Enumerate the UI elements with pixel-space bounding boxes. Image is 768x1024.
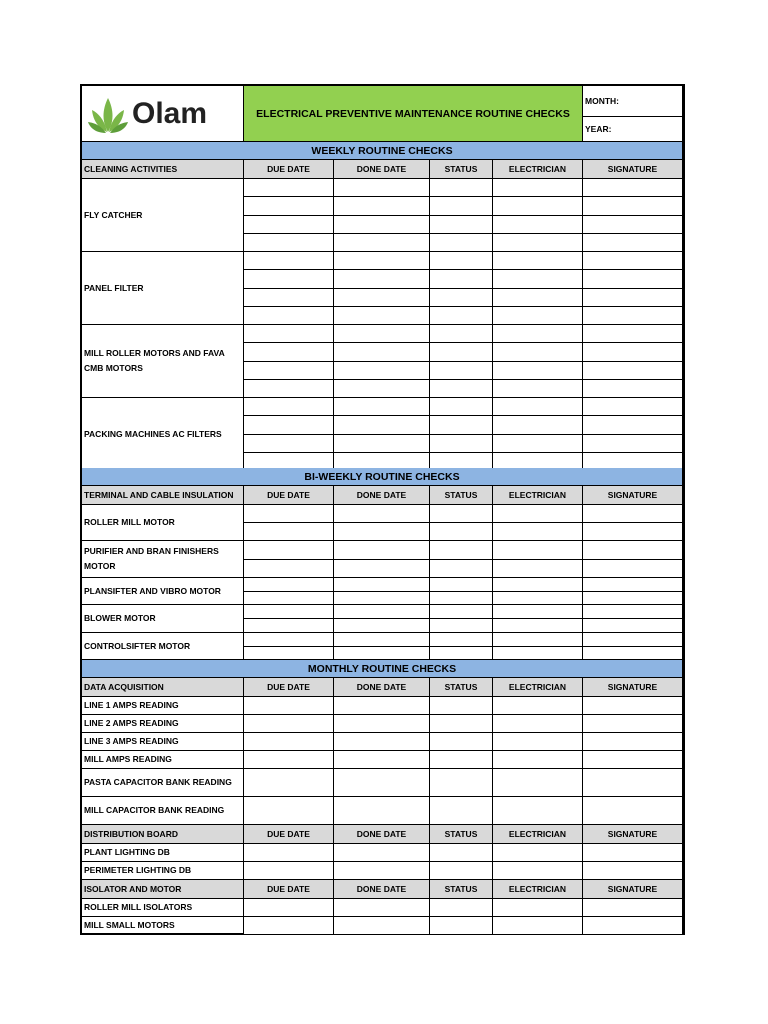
- olam-leaf-icon: [88, 92, 128, 136]
- entry-cell[interactable]: [430, 715, 493, 733]
- entry-cell[interactable]: [493, 578, 583, 592]
- entry-cell[interactable]: [244, 289, 334, 307]
- group-cleaning-activities: CLEANING ACTIVITIES: [82, 160, 244, 179]
- year-field[interactable]: YEAR:: [583, 117, 683, 142]
- entry-cell[interactable]: [334, 362, 430, 380]
- entry-cell[interactable]: [244, 541, 334, 560]
- entry-cell[interactable]: [493, 844, 583, 862]
- checklist-item: ROLLER MILL ISOLATORS: [82, 899, 244, 917]
- page-title: ELECTRICAL PREVENTIVE MAINTENANCE ROUTINE CHECKS: [244, 86, 583, 142]
- checklist-item: FLY CATCHER: [82, 179, 244, 252]
- entry-cell[interactable]: [493, 380, 583, 398]
- entry-cell[interactable]: [244, 844, 334, 862]
- entry-cell[interactable]: [244, 715, 334, 733]
- entry-cell[interactable]: [334, 697, 430, 715]
- entry-cell[interactable]: [244, 797, 334, 825]
- entry-cell[interactable]: [583, 619, 683, 633]
- entry-cell[interactable]: [493, 325, 583, 343]
- entry-cell[interactable]: [430, 380, 493, 398]
- entry-cell[interactable]: [430, 523, 493, 541]
- entry-cell[interactable]: [493, 619, 583, 633]
- column-header: DONE DATE: [334, 486, 430, 505]
- checklist-item: MILL SMALL MOTORS: [82, 917, 244, 935]
- entry-cell[interactable]: [334, 733, 430, 751]
- entry-cell[interactable]: [583, 197, 683, 215]
- entry-cell[interactable]: [493, 633, 583, 647]
- checklist-item: MILL AMPS READING: [82, 751, 244, 769]
- entry-cell[interactable]: [493, 862, 583, 880]
- entry-cell[interactable]: [430, 733, 493, 751]
- entry-cell[interactable]: [244, 307, 334, 325]
- column-header: DUE DATE: [244, 486, 334, 505]
- entry-cell[interactable]: [244, 697, 334, 715]
- entry-cell[interactable]: [583, 179, 683, 197]
- entry-cell[interactable]: [430, 179, 493, 197]
- entry-cell[interactable]: [244, 398, 334, 416]
- entry-cell[interactable]: [430, 416, 493, 434]
- entry-cell[interactable]: [334, 647, 430, 661]
- entry-cell[interactable]: [244, 523, 334, 541]
- entry-cell[interactable]: [493, 362, 583, 380]
- entry-cell[interactable]: [244, 197, 334, 215]
- column-header: SIGNATURE: [583, 678, 683, 697]
- checklist-item: LINE 3 AMPS READING: [82, 733, 244, 751]
- entry-cell[interactable]: [493, 697, 583, 715]
- checklist-item: PACKING MACHINES AC FILTERS: [82, 398, 244, 471]
- entry-cell[interactable]: [493, 605, 583, 619]
- entry-cell[interactable]: [244, 234, 334, 252]
- entry-cell[interactable]: [430, 435, 493, 453]
- entry-cell[interactable]: [493, 234, 583, 252]
- checklist-item: CONTROLSIFTER MOTOR: [82, 633, 244, 660]
- column-header: ELECTRICIAN: [493, 880, 583, 899]
- entry-cell[interactable]: [493, 307, 583, 325]
- entry-cell[interactable]: [583, 523, 683, 541]
- group-terminal-cable: TERMINAL AND CABLE INSULATION: [82, 486, 244, 505]
- column-header: DONE DATE: [334, 678, 430, 697]
- entry-cell[interactable]: [493, 270, 583, 288]
- entry-cell[interactable]: [430, 362, 493, 380]
- section-biweekly: BI-WEEKLY ROUTINE CHECKS: [82, 468, 683, 486]
- entry-cell[interactable]: [244, 751, 334, 769]
- entry-cell[interactable]: [430, 325, 493, 343]
- entry-cell[interactable]: [430, 844, 493, 862]
- entry-cell[interactable]: [493, 197, 583, 215]
- entry-cell[interactable]: [583, 733, 683, 751]
- entry-cell[interactable]: [244, 592, 334, 606]
- checklist-item: PANEL FILTER: [82, 252, 244, 325]
- entry-cell[interactable]: [430, 505, 493, 523]
- column-header: STATUS: [430, 160, 493, 179]
- entry-cell[interactable]: [493, 899, 583, 917]
- entry-cell[interactable]: [493, 541, 583, 560]
- column-header: SIGNATURE: [583, 825, 683, 844]
- entry-cell[interactable]: [583, 234, 683, 252]
- entry-cell[interactable]: [430, 560, 493, 579]
- entry-cell[interactable]: [244, 862, 334, 880]
- entry-cell[interactable]: [244, 605, 334, 619]
- column-header: DONE DATE: [334, 825, 430, 844]
- entry-cell[interactable]: [244, 216, 334, 234]
- entry-cell[interactable]: [583, 917, 683, 935]
- checklist-item: PLANSIFTER AND VIBRO MOTOR: [82, 578, 244, 605]
- entry-cell[interactable]: [244, 270, 334, 288]
- entry-cell[interactable]: [430, 647, 493, 661]
- column-header: ELECTRICIAN: [493, 678, 583, 697]
- column-header: DUE DATE: [244, 825, 334, 844]
- group-header: DATA ACQUISITION: [82, 678, 244, 697]
- entry-cell[interactable]: [334, 270, 430, 288]
- column-header: ELECTRICIAN: [493, 160, 583, 179]
- section-monthly: MONTHLY ROUTINE CHECKS: [82, 660, 683, 678]
- entry-cell[interactable]: [583, 252, 683, 270]
- entry-cell[interactable]: [244, 362, 334, 380]
- entry-cell[interactable]: [430, 541, 493, 560]
- entry-cell[interactable]: [244, 380, 334, 398]
- entry-cell[interactable]: [334, 234, 430, 252]
- entry-cell[interactable]: [430, 633, 493, 647]
- entry-cell[interactable]: [430, 216, 493, 234]
- entry-cell[interactable]: [430, 751, 493, 769]
- entry-cell[interactable]: [334, 179, 430, 197]
- entry-cell[interactable]: [583, 769, 683, 797]
- entry-cell[interactable]: [493, 523, 583, 541]
- checklist-item: BLOWER MOTOR: [82, 605, 244, 633]
- entry-cell[interactable]: [493, 733, 583, 751]
- checklist-item: ROLLER MILL MOTOR: [82, 505, 244, 541]
- logo: [82, 86, 244, 142]
- entry-cell[interactable]: [430, 769, 493, 797]
- entry-cell[interactable]: [244, 416, 334, 434]
- column-header: SIGNATURE: [583, 486, 683, 505]
- column-header: ELECTRICIAN: [493, 825, 583, 844]
- entry-cell[interactable]: [334, 797, 430, 825]
- entry-cell[interactable]: [493, 416, 583, 434]
- entry-cell[interactable]: [493, 715, 583, 733]
- checklist-item: PLANT LIGHTING DB: [82, 844, 244, 862]
- column-header: DUE DATE: [244, 678, 334, 697]
- entry-cell[interactable]: [244, 917, 334, 935]
- entry-cell[interactable]: [334, 343, 430, 361]
- entry-cell[interactable]: [244, 647, 334, 661]
- entry-cell[interactable]: [334, 541, 430, 560]
- entry-cell[interactable]: [583, 697, 683, 715]
- maintenance-sheet: [80, 84, 685, 935]
- column-header: DUE DATE: [244, 880, 334, 899]
- entry-cell[interactable]: [430, 289, 493, 307]
- entry-cell[interactable]: [493, 505, 583, 523]
- entry-cell[interactable]: [493, 216, 583, 234]
- column-header: STATUS: [430, 825, 493, 844]
- entry-cell[interactable]: [244, 343, 334, 361]
- group-header: ISOLATOR AND MOTOR: [82, 880, 244, 899]
- entry-cell[interactable]: [430, 578, 493, 592]
- entry-cell[interactable]: [334, 416, 430, 434]
- entry-cell[interactable]: [583, 862, 683, 880]
- entry-cell[interactable]: [430, 619, 493, 633]
- checklist-item: LINE 2 AMPS READING: [82, 715, 244, 733]
- entry-cell[interactable]: [583, 307, 683, 325]
- entry-cell[interactable]: [583, 416, 683, 434]
- entry-cell[interactable]: [493, 252, 583, 270]
- entry-cell[interactable]: [493, 797, 583, 825]
- entry-cell[interactable]: [583, 633, 683, 647]
- logo-text: Olam: [132, 96, 208, 130]
- entry-cell[interactable]: [334, 435, 430, 453]
- entry-cell[interactable]: [583, 592, 683, 606]
- entry-cell[interactable]: [334, 307, 430, 325]
- entry-cell[interactable]: [430, 252, 493, 270]
- entry-cell[interactable]: [430, 917, 493, 935]
- entry-cell[interactable]: [493, 560, 583, 579]
- entry-cell[interactable]: [334, 380, 430, 398]
- entry-cell[interactable]: [493, 917, 583, 935]
- entry-cell[interactable]: [334, 769, 430, 797]
- entry-cell[interactable]: [430, 234, 493, 252]
- entry-cell[interactable]: [493, 398, 583, 416]
- entry-cell[interactable]: [493, 769, 583, 797]
- entry-cell[interactable]: [334, 862, 430, 880]
- entry-cell[interactable]: [334, 899, 430, 917]
- entry-cell[interactable]: [244, 733, 334, 751]
- entry-cell[interactable]: [583, 435, 683, 453]
- entry-cell[interactable]: [430, 197, 493, 215]
- entry-cell[interactable]: [334, 605, 430, 619]
- column-header: SIGNATURE: [583, 880, 683, 899]
- entry-cell[interactable]: [334, 289, 430, 307]
- entry-cell[interactable]: [334, 592, 430, 606]
- entry-cell[interactable]: [334, 578, 430, 592]
- entry-cell[interactable]: [244, 560, 334, 579]
- entry-cell[interactable]: [334, 197, 430, 215]
- entry-cell[interactable]: [244, 252, 334, 270]
- entry-cell[interactable]: [244, 619, 334, 633]
- column-header: DONE DATE: [334, 880, 430, 899]
- entry-cell[interactable]: [430, 862, 493, 880]
- checklist-item: MILL ROLLER MOTORS AND FAVA CMB MOTORS: [82, 325, 244, 398]
- entry-cell[interactable]: [334, 633, 430, 647]
- entry-cell[interactable]: [334, 560, 430, 579]
- entry-cell[interactable]: [583, 398, 683, 416]
- entry-cell[interactable]: [244, 325, 334, 343]
- entry-cell[interactable]: [583, 541, 683, 560]
- entry-cell[interactable]: [334, 619, 430, 633]
- column-header: ELECTRICIAN: [493, 486, 583, 505]
- entry-cell[interactable]: [583, 647, 683, 661]
- entry-cell[interactable]: [334, 505, 430, 523]
- entry-cell[interactable]: [430, 270, 493, 288]
- entry-cell[interactable]: [244, 899, 334, 917]
- entry-cell[interactable]: [493, 289, 583, 307]
- entry-cell[interactable]: [334, 917, 430, 935]
- entry-cell[interactable]: [493, 435, 583, 453]
- entry-cell[interactable]: [334, 252, 430, 270]
- column-header: DONE DATE: [334, 160, 430, 179]
- entry-cell[interactable]: [430, 592, 493, 606]
- entry-cell[interactable]: [493, 647, 583, 661]
- entry-cell[interactable]: [493, 751, 583, 769]
- entry-cell[interactable]: [430, 605, 493, 619]
- entry-cell[interactable]: [430, 899, 493, 917]
- entry-cell[interactable]: [583, 797, 683, 825]
- entry-cell[interactable]: [493, 343, 583, 361]
- entry-cell[interactable]: [583, 578, 683, 592]
- entry-cell[interactable]: [583, 289, 683, 307]
- entry-cell[interactable]: [583, 362, 683, 380]
- entry-cell[interactable]: [430, 343, 493, 361]
- entry-cell[interactable]: [244, 435, 334, 453]
- section-weekly: WEEKLY ROUTINE CHECKS: [82, 142, 683, 160]
- entry-cell[interactable]: [493, 592, 583, 606]
- entry-cell[interactable]: [334, 751, 430, 769]
- entry-cell[interactable]: [244, 578, 334, 592]
- entry-cell[interactable]: [583, 605, 683, 619]
- column-header: STATUS: [430, 678, 493, 697]
- entry-cell[interactable]: [334, 715, 430, 733]
- entry-cell[interactable]: [430, 307, 493, 325]
- entry-cell[interactable]: [583, 560, 683, 579]
- entry-cell[interactable]: [583, 216, 683, 234]
- entry-cell[interactable]: [583, 844, 683, 862]
- entry-cell[interactable]: [334, 325, 430, 343]
- entry-cell[interactable]: [334, 398, 430, 416]
- month-field[interactable]: MONTH:: [583, 86, 683, 117]
- column-header: DUE DATE: [244, 160, 334, 179]
- entry-cell[interactable]: [430, 797, 493, 825]
- entry-cell[interactable]: [244, 179, 334, 197]
- entry-cell[interactable]: [583, 380, 683, 398]
- entry-cell[interactable]: [430, 697, 493, 715]
- checklist-item: PASTA CAPACITOR BANK READING: [82, 769, 244, 797]
- entry-cell[interactable]: [583, 899, 683, 917]
- entry-cell[interactable]: [583, 325, 683, 343]
- entry-cell[interactable]: [244, 769, 334, 797]
- group-header: DISTRIBUTION BOARD: [82, 825, 244, 844]
- entry-cell[interactable]: [430, 398, 493, 416]
- column-header: STATUS: [430, 880, 493, 899]
- entry-cell[interactable]: [493, 179, 583, 197]
- column-header: SIGNATURE: [583, 160, 683, 179]
- checklist-item: LINE 1 AMPS READING: [82, 697, 244, 715]
- entry-cell[interactable]: [583, 270, 683, 288]
- checklist-item: MILL CAPACITOR BANK READING: [82, 797, 244, 825]
- entry-cell[interactable]: [583, 751, 683, 769]
- entry-cell[interactable]: [583, 715, 683, 733]
- checklist-item: PERIMETER LIGHTING DB: [82, 862, 244, 880]
- entry-cell[interactable]: [583, 343, 683, 361]
- entry-cell[interactable]: [583, 505, 683, 523]
- entry-cell[interactable]: [334, 844, 430, 862]
- entry-cell[interactable]: [334, 523, 430, 541]
- checklist-item: PURIFIER AND BRAN FINISHERS MOTOR: [82, 541, 244, 578]
- entry-cell[interactable]: [244, 505, 334, 523]
- entry-cell[interactable]: [334, 216, 430, 234]
- column-header: STATUS: [430, 486, 493, 505]
- entry-cell[interactable]: [244, 633, 334, 647]
